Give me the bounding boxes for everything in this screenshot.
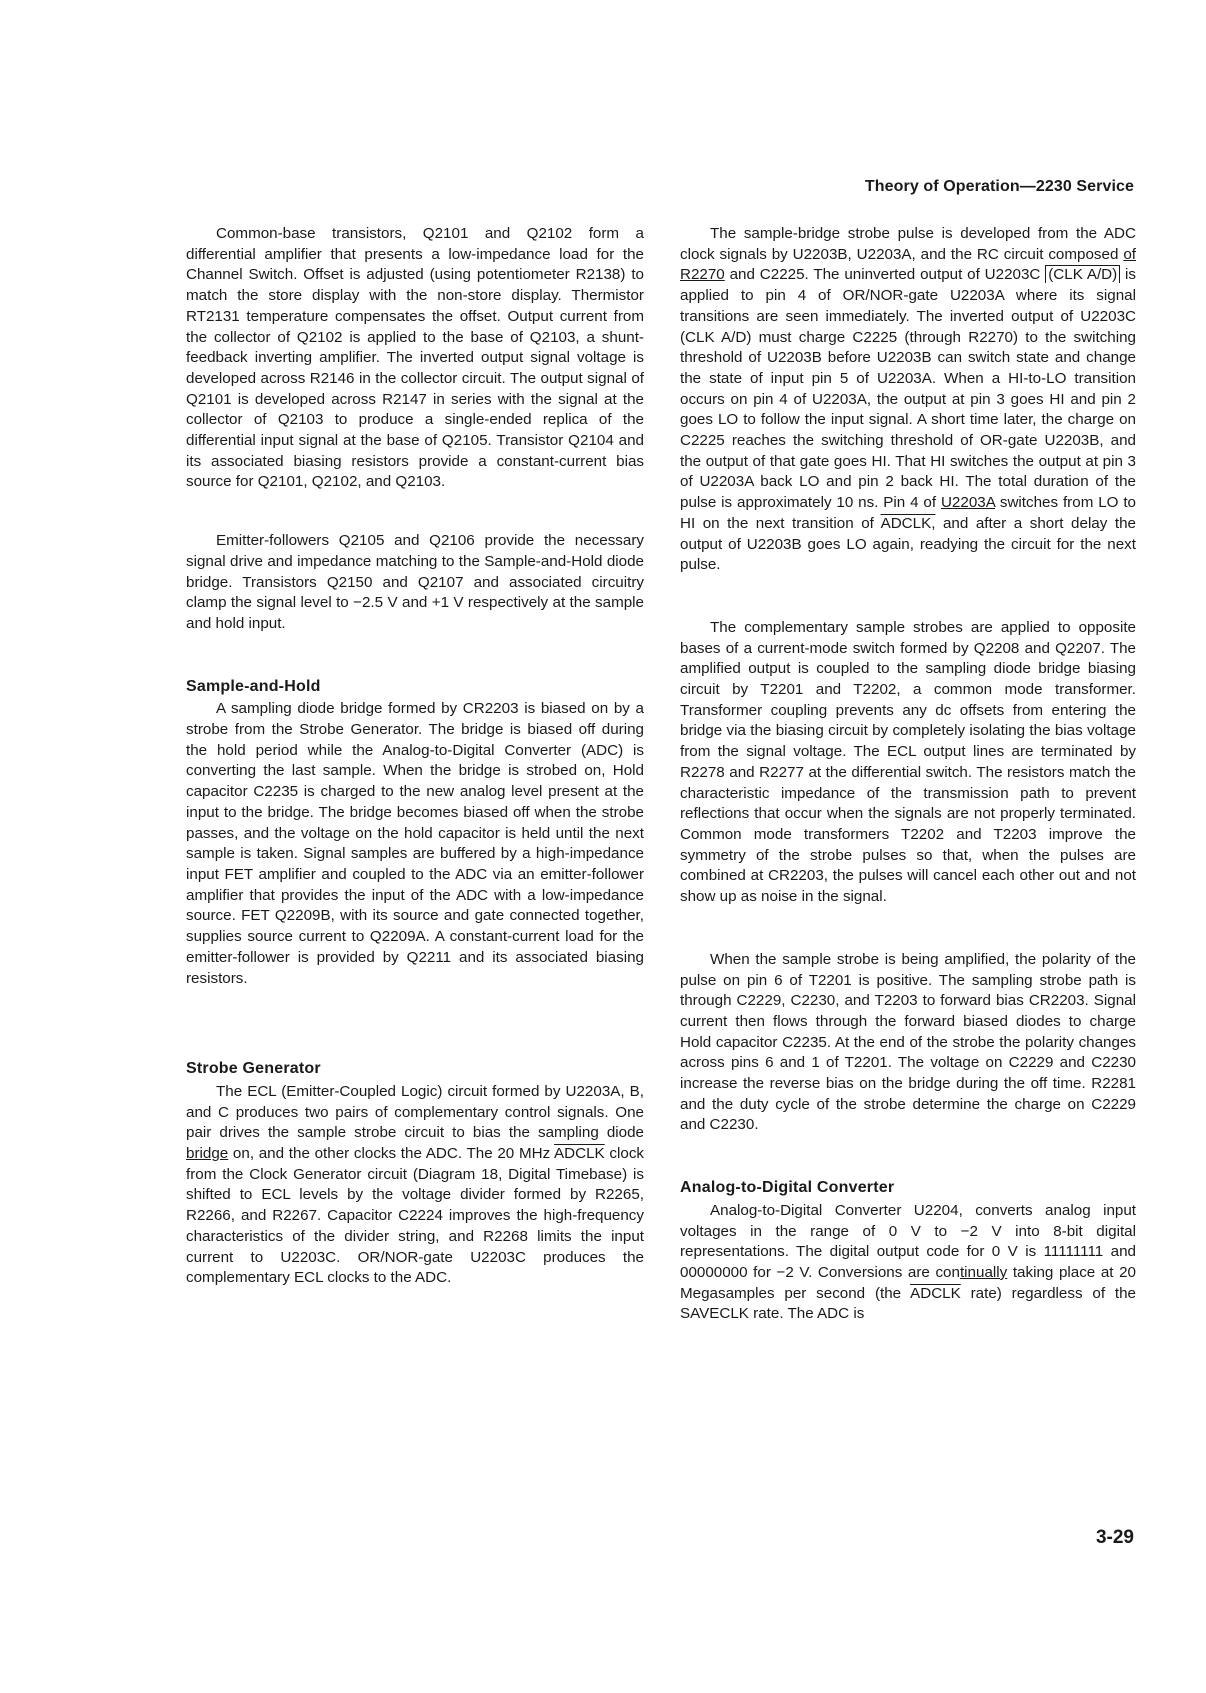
adclk-signal: ADCLK,: [880, 514, 936, 532]
left-column: [186, 224, 644, 1289]
running-header: Theory of Operation—2230 Service: [864, 178, 1134, 195]
section-heading: Sample-and-Hold: [186, 677, 321, 695]
adclk-signal: ADCLK: [910, 1284, 961, 1302]
adc-section: [680, 1178, 1136, 1325]
section-heading: Strobe Generator: [186, 1060, 321, 1078]
strobe-pulse-paragraph: The sample-bridge strobe pulse is developed from the ADC clock signals by U2203B, U2203A, and the RC circuit composed of R2270 and C2225. The uninverted output of U2203C (CLK A/D) is applied to pin 4 of OR/NOR-gate U2203A where its signal transitions are seen immediately. The inverted output of U2203C (CLK A/D) must charge C2225 (through R2270) to the switching threshold of U2203B before U2203B can switch state and change the state of input pin 5 of U2203A. When a HI-to-LO transition occurs on pin 4 of U2203A, the output at pin 3 goes HI and pin 2 goes LO to follow the input signal. A short time later, the charge on C2225 reaches the switching threshold of OR-gate U2203B, and the output of that gate goes HI. That HI switches the output at pin 3 of U2203A back LO and pin 2 back HI. The total duration of the pulse is approximately 10 ns. Pin 4 of U2203A switches from LO to HI on the next transition of ADCLK, and after a short delay the output of U2203B goes LO again, readying the circuit for the next pulse.: [680, 225, 1137, 574]
adclk-signal: ADCLK: [554, 1145, 605, 1163]
section-heading: Analog-to-Digital Converter: [680, 1179, 895, 1197]
emitter-follower-paragraph: Emitter-followers Q2105 and Q2106 provide the necessary signal drive and impedance matching to the Sample-and-Hold diode bridge. Transistors Q2150 and Q2107 and associated circuitry clamp the signal level to −2.5 V and +1 V respectively at the sample and hold input.: [186, 532, 644, 632]
strobe-generator-paragraph: The ECL (Emitter-Coupled Logic) circuit formed by U2203A, B, and C produces two pairs of complementary control signals. One pair drives the sample strobe circuit to bias the sampling diode bridge on, and the other clocks the ADC. The 20 MHz ADCLK clock from the Clock Generator circuit (Diagram 18, Digital Timebase) is shifted to ECL levels by the voltage divider formed by R2265, R2266, and R2267. Capacitor C2224 improves the high-frequency characteristics of the divider string, and R2268 limits the input current to U2203C. OR/NOR-gate U2203C produces the complementary ECL clocks to the ADC.: [186, 1082, 645, 1287]
complementary-strobes-paragraph: The complementary sample strobes are applied to opposite bases of a current-mode switch formed by Q2208 and Q2207. The amplified output is coupled to the sampling diode bridge biasing circuit by T2201 and T2202, a common mode transformer. Transformer coupling prevents any dc offsets from entering the bridge via the biasing circuit by completely isolating the bias voltage from the signal voltage. The ECL output lines are terminated by R2278 and R2277 at the differential switch. The resistors match the characteristic impedance of the transmission path to prevent reflections that occur when the signals are not properly terminated. Common mode transformers T2202 and T2203 improve the symmetry of the strobe pulses so that, when the pulses are combined at CR2203, the pulses will cancel each other out and not show up as noise in the signal.: [680, 618, 1136, 906]
sample-and-hold-paragraph: A sampling diode bridge formed by CR2203 is biased on by a strobe from the Strobe Generator. The bridge is biased off during the hold period while the Analog-to-Digital Converter (ADC) is converting the last sample. When the bridge is strobed on, Hold capacitor C2235 is charged to the new analog level present at the input to the bridge. The bridge becomes biased off when the strobe passes, and the voltage on the hold capacitor is held until the next sample is taken. Signal samples are buffered by a high-impedance input FET amplifier and coupled to the ADC via an emitter-follower amplifier that provides the input of the ADC with a low-impedance source. FET Q2209B, with its source and gate connected together, supplies source current to Q2209A. A constant-current load for the emitter-follower is provided by Q2211 and its associated biasing resistors.: [186, 700, 644, 987]
amplifier-paragraph: Common-base transistors, Q2101 and Q2102 form a differential amplifier that presents a low-impedance load for the Channel Switch. Offset is adjusted (using potentiometer R2138) to match the store display with the non-store display. Thermistor RT2131 temperature compensates the offset. Output current from the collector of Q2102 is applied to the base of Q2103, a shunt-feedback inverting amplifier. The inverted output signal voltage is developed across R2146 in the collector circuit. The output signal of Q2101 is developed across R2147 in series with the signal at the collector of Q2103 to produce a single-ended replica of the differential input signal at the base of Q2105. Transistor Q2104 and its associated biasing resistors provide a constant-current bias source for Q2101, Q2102, and Q2103.: [186, 225, 644, 491]
page-number: 3-29: [1095, 1527, 1134, 1548]
right-column: [680, 224, 1136, 1325]
adc-paragraph: Analog-to-Digital Converter U2204, converts analog input voltages in the range of 0 V to −2 V into 8-bit digital representations. The digital output code for 0 V is 11111111 and 00000000 for −2 V. Conversions are continually taking place at 20 Megasamples per second (the ADCLK rate) regardless of the SAVECLK rate. The ADC is: [680, 1201, 1136, 1323]
strobe-generator-section: [186, 1059, 644, 1289]
clk-ad-signal: (CLK A/D): [1045, 265, 1120, 283]
strobe-amplified-paragraph: When the sample strobe is being amplified, the polarity of the pulse on pin 6 of T2201 is positive. The sampling strobe path is through C2229, C2230, and T2203 to forward bias CR2203. Signal current then flows through the forward biased diodes to charge Hold capacitor C2235. At the end of the strobe the polarity changes across pins 6 and 1 of T2201. The voltage on C2229 and C2230 increase the reverse bias on the bridge during the off time. R2281 and the duty cycle of the strobe determine the charge on C2229 and C2230.: [680, 950, 1136, 1134]
sample-and-hold-section: [186, 677, 644, 990]
